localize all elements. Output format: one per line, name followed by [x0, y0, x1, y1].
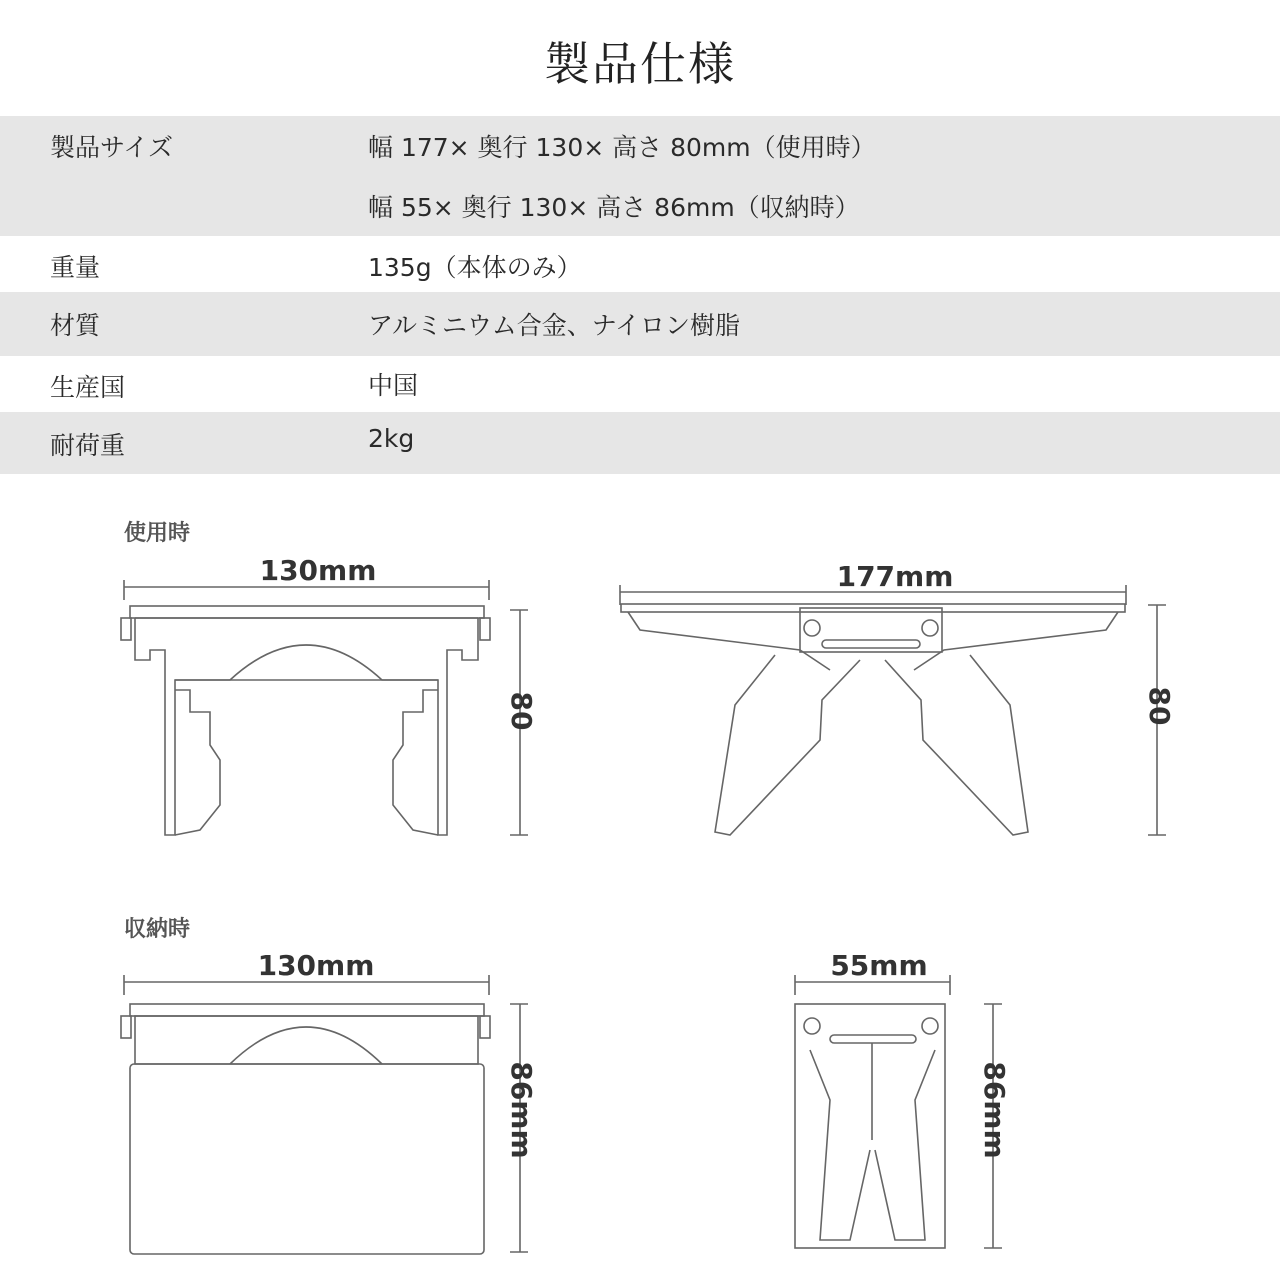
- spec-value: 135g（本体のみ）: [368, 253, 582, 282]
- spec-label: 耐荷重: [50, 431, 126, 460]
- page-title: 製品仕様: [544, 37, 736, 91]
- spec-label: 製品サイズ: [50, 133, 174, 162]
- stored-side-diagram: [795, 975, 1002, 1248]
- stored-front-width-label: 130mm: [257, 949, 375, 982]
- stored-front-height-label: 86mm: [505, 1061, 538, 1159]
- in-use-side-diagram: [620, 585, 1166, 835]
- spec-value: 幅 177× 奥行 130× 高さ 80mm（使用時）: [368, 133, 876, 162]
- stored-front-diagram: [121, 975, 528, 1254]
- in-use-front-width-label: 130mm: [259, 554, 377, 587]
- in-use-label: 使用時: [124, 521, 191, 546]
- spec-value: 2kg: [368, 424, 415, 453]
- spec-label: 生産国: [50, 373, 126, 402]
- stored-side-width-label: 55mm: [830, 949, 928, 982]
- in-use-side-width-label: 177mm: [836, 560, 954, 593]
- in-use-side-height-label: 80: [1143, 686, 1176, 726]
- spec-label: 重量: [50, 253, 101, 282]
- spec-label: 材質: [50, 311, 101, 340]
- spec-value: アルミニウム合金、ナイロン樹脂: [368, 311, 741, 340]
- stored-label: 収納時: [124, 917, 191, 942]
- stored-side-height-label: 86mm: [978, 1061, 1011, 1159]
- spec-value: 中国: [368, 371, 419, 400]
- in-use-front-diagram: [121, 580, 528, 835]
- spec-value: 幅 55× 奥行 130× 高さ 86mm（収納時）: [368, 193, 860, 222]
- in-use-front-height-label: 80: [505, 691, 538, 731]
